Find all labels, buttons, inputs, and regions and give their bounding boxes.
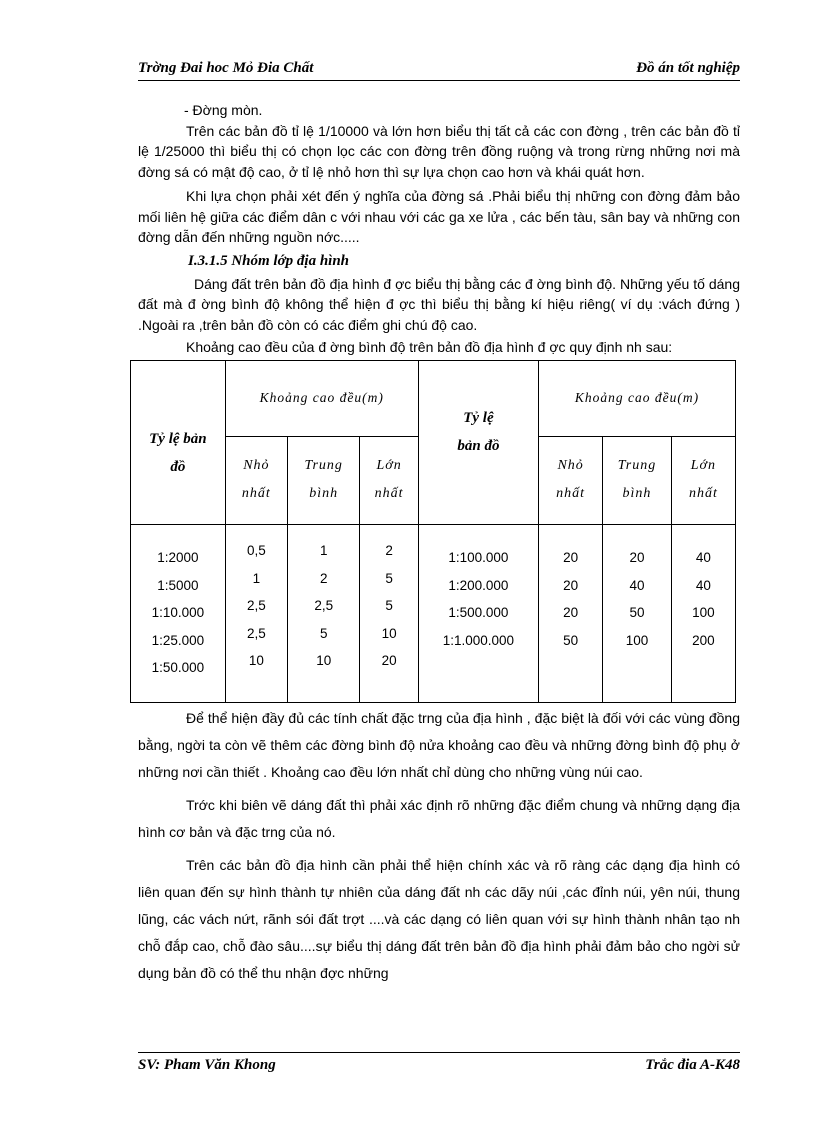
table-subheader-mid-left: Trung bình — [287, 436, 359, 524]
table-subheader-min-left: Nhỏ nhất — [225, 436, 287, 524]
table-max-left: 2 5 5 10 20 — [360, 524, 418, 702]
table-subheader-min-right: Nhỏ nhất — [539, 436, 603, 524]
table-subheader-max-right: Lớn nhất — [671, 436, 735, 524]
page-header — [138, 58, 740, 81]
footer-student-name: SV: Pham Văn Khong — [138, 1057, 276, 1073]
paragraph-half-contours: Để thể hiện đầy đủ các tính chất đặc trng của địa hình , đặc biệt là đối với các vùng đồng bằng, ngời ta còn vẽ thêm các đờng bình độ nửa khoảng cao đều và những đờng bình độ phụ ở những nơi cần thiết . Khoảng cao đều lớn nhất chỉ dùng cho những vùng núi cao. — [138, 709, 740, 780]
table-scales-right: 1:100.000 1:200.000 1:500.000 1:1.000.000 — [418, 524, 538, 702]
table-subheader-mid-right: Trung bình — [603, 436, 672, 524]
text-after-table — [138, 705, 740, 987]
header-school-name: Trờng Đai hoc Mỏ Đia Chất — [138, 60, 314, 76]
header-document-type: Đồ án tốt nghiệp — [636, 60, 740, 76]
table-mid-left: 1 2 2,5 5 10 — [287, 524, 359, 702]
table-header-interval-left: Khoảng cao đều(m) — [225, 360, 418, 436]
section-heading: I.3.1.5 Nhóm lớp địa hình — [188, 252, 350, 269]
table-mid-right: 20 40 50 100 — [603, 524, 672, 702]
paragraph-road-scales: Trên các bản đồ tỉ lệ 1/10000 và lớn hơn biểu thị tất cả các con đờng , trên các bản đồ tỉ lệ 1/25000 thì biểu thị có chọn lọc các con đờng trên đồng ruộng và trong rừng những nơi mà đờng sá có mật độ cao, ở tỉ lệ nhỏ hơn thì sự lựa chọn cao hơn và khái quát hơn. — [138, 122, 740, 180]
page-footer — [138, 1052, 740, 1077]
paragraph-before-drawing: Trớc khi biên vẽ dáng đất thì phải xác định rõ những đặc điểm chung và những dạng địa hình cơ bản và đặc trng của nó. — [138, 796, 740, 840]
paragraph-road-selection: Khi lựa chọn phải xét đến ý nghĩa của đờng sá .Phải biểu thị những con đờng đảm bảo mối liên hệ giữa các điểm dân c với nhau với các ga xe lửa , các bến tàu, sân bay và những con đờng dẫn đến những nguồn nớc..... — [138, 188, 740, 245]
contour-interval-table — [130, 360, 736, 703]
page-body — [138, 100, 740, 987]
footer-class: Trắc đia A-K48 — [645, 1057, 740, 1073]
table-min-left: 0,5 1 2,5 2,5 10 — [225, 524, 287, 702]
paragraph-bullet-paths: - Đờng mòn. — [184, 102, 263, 118]
paragraph-landforms: Trên các bản đồ địa hình cần phải thể hiện chính xác và rõ ràng các dạng địa hình có liên quan đến sự hình thành tự nhiên của dáng đất nh các dãy núi ,các đỉnh núi, yên núi, thung lũng, các vách nứt, rãnh sói đất trợt ....và các dạng có liên quan với sự hình thành nhân tạo nh chỗ đắp cao, chỗ đào sâu....sự biểu thị dáng đất trên bản đồ địa hình phải đảm bảo cho ngời sử dụng bản đồ có thể thu nhận đợc những — [138, 856, 740, 981]
table-header-scale-left: Tỷ lệ bản đồ — [131, 360, 226, 524]
table-header-scale-right: Tỷ lệ bản đồ — [418, 360, 538, 524]
table-min-right: 20 20 20 50 — [539, 524, 603, 702]
table-max-right: 40 40 100 200 — [671, 524, 735, 702]
paragraph-terrain-intro: Dáng đất trên bản đồ địa hình đ ợc biểu thị bằng các đ ờng bình độ. Những yếu tố dáng đất mà đ ờng bình độ không thể hiện đ ợc thì biểu thị bằng kí hiệu riêng( ví dụ :vách đứng ) .Ngoài ra ,trên bản đồ còn có các điểm ghi chú độ cao. — [138, 275, 740, 333]
table-header-interval-right: Khoảng cao đều(m) — [539, 360, 736, 436]
table-scales-left: 1:2000 1:5000 1:10.000 1:25.000 1:50.000 — [131, 524, 226, 702]
table-subheader-max-left: Lớn nhất — [360, 436, 418, 524]
paragraph-interval-intro: Khoảng cao đều của đ ờng bình độ trên bản đồ địa hình đ ợc quy định nh sau: — [186, 339, 673, 355]
